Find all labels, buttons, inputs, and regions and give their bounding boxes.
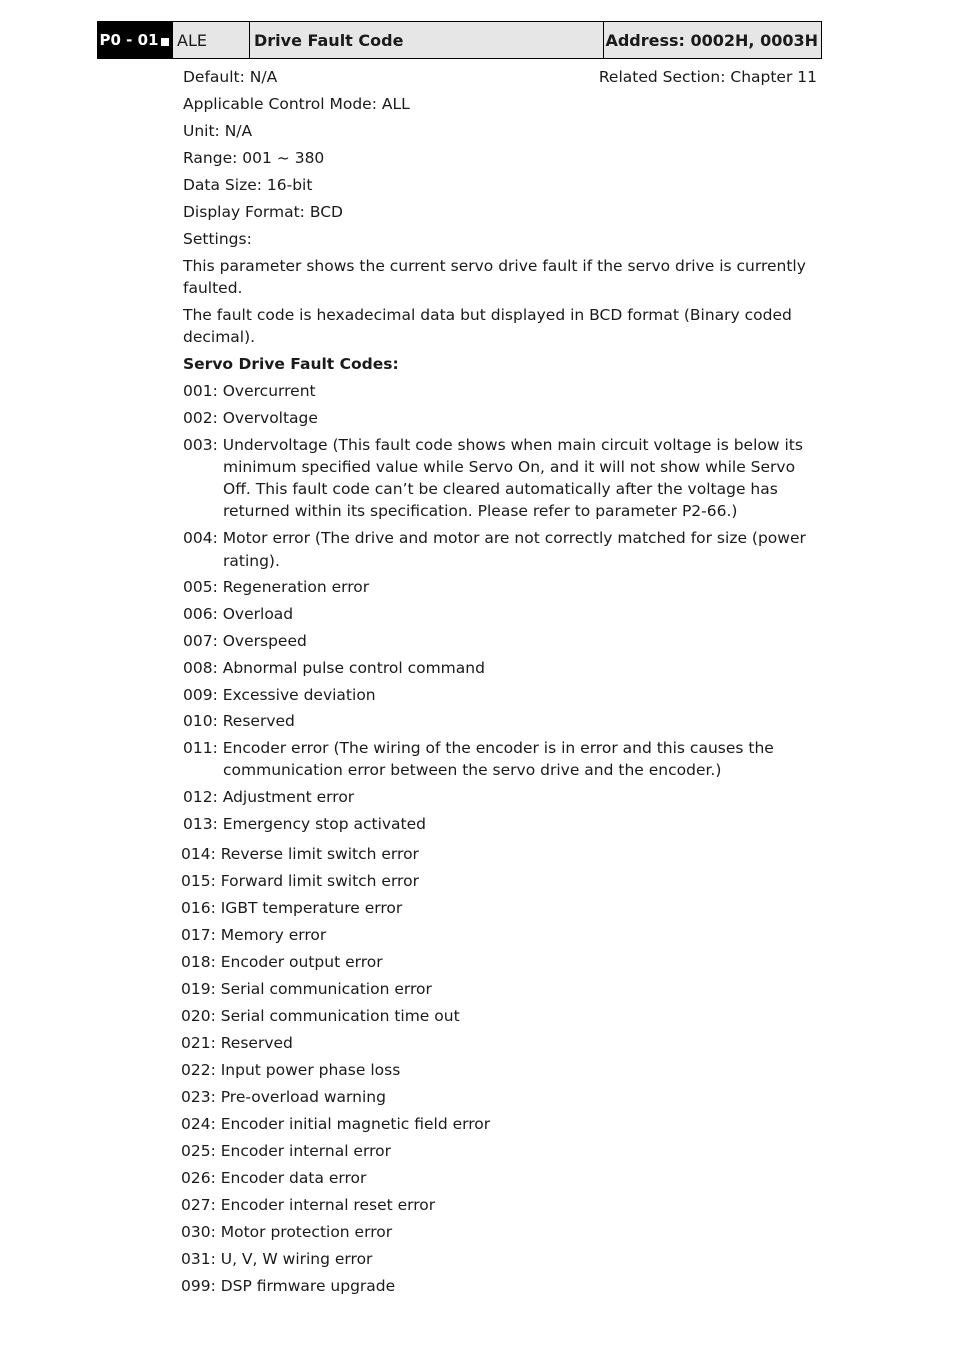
fault-code-item: 002: Overvoltage xyxy=(183,408,318,427)
parameter-id: P0 - 01 xyxy=(99,31,159,49)
fault-code-item: 021: Reserved xyxy=(181,1034,293,1052)
fault-code-item: 004: Motor error (The drive and motor are not correctly matched for size (power rating). xyxy=(183,529,806,570)
fault-code-item: 007: Overspeed xyxy=(183,631,307,650)
fault-code-item: 013: Emergency stop activated xyxy=(183,815,427,834)
fault-code-item: 016: IGBT temperature error xyxy=(181,899,403,917)
control-mode: Applicable Control Mode: ALL xyxy=(183,95,410,113)
fault-code-item: 025: Encoder internal error xyxy=(181,1142,391,1160)
fault-code-item: 009: Excessive deviation xyxy=(183,685,376,704)
default-row xyxy=(183,66,823,93)
fault-code-item: 001: Overcurrent xyxy=(183,382,316,400)
parameter-name: Drive Fault Code xyxy=(250,21,604,59)
fault-code-item: 012: Adjustment error xyxy=(183,788,355,807)
fault-code-item: 031: U, V, W wiring error xyxy=(181,1250,373,1268)
fault-code-item: 003: Undervoltage (This fault code shows when main circuit voltage is below its minimum specified value while Servo On, and it will not show while Servo Off. This fault code can’t be cleared automatically after the voltage has returned within its specification. Please refer to parameter P2-66.) xyxy=(183,435,803,521)
fault-code-item: 006: Overload xyxy=(183,605,294,624)
fault-codes-title: Servo Drive Fault Codes: xyxy=(183,355,399,373)
default-value: Default: N/A xyxy=(183,68,278,86)
fault-code-item: 005: Regeneration error xyxy=(183,578,370,597)
description-paragraph: This parameter shows the current servo drive fault if the servo drive is currently faulted. xyxy=(183,257,806,297)
fault-code-item: 014: Reverse limit switch error xyxy=(181,845,419,863)
fault-code-item: 011: Encoder error (The wiring of the encoder is in error and this causes the communication error between the servo drive and the encoder.) xyxy=(183,739,774,780)
parameter-header xyxy=(97,21,822,59)
fault-code-item: 010: Reserved xyxy=(183,712,295,731)
unit: Unit: N/A xyxy=(183,122,253,140)
fault-code-item: 026: Encoder data error xyxy=(181,1169,367,1187)
fault-code-item: 099: DSP firmware upgrade xyxy=(181,1277,396,1295)
display-format: Display Format: BCD xyxy=(183,203,343,221)
fault-code-item: 020: Serial communication time out xyxy=(181,1007,460,1025)
fault-code-item: 022: Input power phase loss xyxy=(181,1061,401,1079)
fault-code-item: 018: Encoder output error xyxy=(181,953,383,971)
fault-code-item: 024: Encoder initial magnetic field error xyxy=(181,1115,491,1133)
related-section: Related Section: Chapter 11 xyxy=(598,68,817,86)
fault-code-item: 027: Encoder internal reset error xyxy=(181,1196,436,1214)
fault-code-list xyxy=(183,380,823,835)
description-paragraph: The fault code is hexadecimal data but displayed in BCD format (Binary coded decimal). xyxy=(183,306,792,346)
fault-code-item: 015: Forward limit switch error xyxy=(181,872,419,890)
fault-code-item: 017: Memory error xyxy=(181,926,327,944)
fault-code-item: 008: Abnormal pulse control command xyxy=(183,658,485,677)
range: Range: 001 ~ 380 xyxy=(183,149,325,167)
fault-code-item: 019: Serial communication error xyxy=(181,980,432,998)
parameter-details xyxy=(183,66,823,840)
fault-code-item: 030: Motor protection error xyxy=(181,1223,393,1241)
parameter-abbreviation: ALE xyxy=(172,21,250,59)
settings-label: Settings: xyxy=(183,230,252,248)
parameter-address: Address: 0002H, 0003H xyxy=(604,21,822,59)
fault-code-item: 023: Pre-overload warning xyxy=(181,1088,386,1106)
fault-code-list-continued xyxy=(181,843,490,1302)
square-bullet-icon xyxy=(161,38,169,46)
data-size: Data Size: 16-bit xyxy=(183,176,313,194)
parameter-id-badge xyxy=(97,21,172,59)
